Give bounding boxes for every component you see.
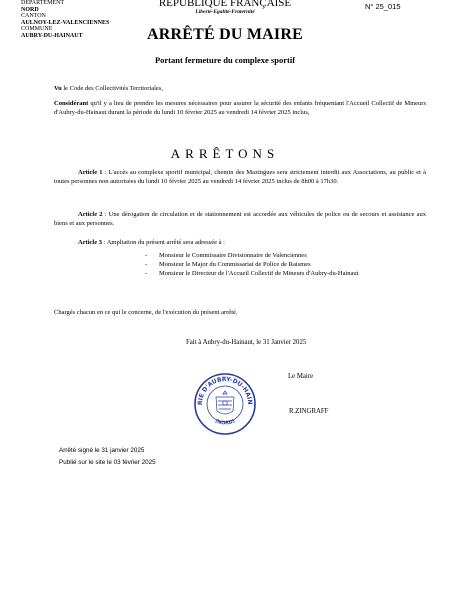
article-text: : Ampliation du présent arrêté sera adressée à : [102,239,225,246]
town-hall-seal [194,373,256,435]
charges-paragraph: Chargés chacun en ce qui le concerne, de l'exécution du présent arrêté. [54,309,238,316]
signatory-name: R.ZINGRAFF [289,408,329,415]
header-line: NORD [21,6,39,13]
list-item: - Monsieur le Commissaire Divisionnaire de Valenciennes [145,252,307,259]
article-1 [54,168,426,186]
republic-title: REPUBLIQUE FRANÇAISE [158,0,292,9]
header-line: COMMUNE [21,26,53,33]
article-text: : Une dérogation de circulation et de stationnement est accordée aux véhicules de police ou de secours et assistance aux biens et aux personnes. [54,211,426,228]
svg-text:MAIRIE D'AUBRY-DU-HAINAUT: RIE D'AUBRY-DU-HAIN [196,375,254,406]
vu-text: le Code des Collectivités Territoriales, [61,85,163,92]
arretons-heading: ARRÊTONS [170,146,280,161]
article-lead: Article 2 [78,211,103,218]
page-subtitle: Portant fermeture du complexe sportif [154,55,296,65]
page-title: ARRÊTÉ DU MAIRE [147,26,303,43]
considerant-paragraph [54,99,426,117]
article-text: : L'accès au complexe sportif municipal, chemin des Mazingues sera strictement interdit aux Associations, au public et à toutes personnes non autorisées du lundi 10 février 2025 au vendredi 14 février 2025 inclus de 8h00 à 17h30. [54,169,426,186]
header-line: AULNOY-LEZ-VALENCIENNES [21,19,110,26]
article-3 [54,238,426,247]
header-line: CANTON [21,13,46,20]
vu-paragraph [54,84,426,93]
article-lead: Article 3 [78,239,103,246]
considerant-lead: Considérant [54,100,89,107]
recipient-list [145,251,375,279]
decree-number: N° 25_015 [365,2,401,11]
republic-motto: Liberté-Egalité-Fraternité [195,9,255,15]
signed-date: Arrêté signé le 31 janvier 2025 [59,447,145,454]
svg-text:(NORD): (NORD) [213,418,237,427]
article-2 [54,210,426,228]
vu-lead: Vu [54,85,62,92]
mayor-title: Le Maire [288,373,314,380]
list-item: - Monsieur le Directeur de l'Accueil Collectif de Mineurs d'Aubry-du-Hainaut [145,270,359,278]
list-item: - Monsieur le Major du Commissariat de Police de Raismes [145,261,311,269]
header-line: DEPARTEMENT [21,0,65,6]
place-date: Fait à Aubry-du-Hainaut, le 31 Janvier 2025 [186,339,307,346]
republic-header [150,0,300,16]
article-lead: Article 1 [78,169,103,176]
published-date: Publié sur le site le 03 février 2025 [59,459,156,466]
considerant-text: qu'il y a lieu de prendre les mesures nécessaires pour assurer la sécurité des enfants fréquentant l'Accueil Collectif de Mineurs d'Aubry-du-Hainaut durant la période du lundi 10 février 2025 au vendredi 14 février 2025 inclus, [54,100,426,117]
header-line: AUBRY-DU-HAINAUT [21,32,83,39]
